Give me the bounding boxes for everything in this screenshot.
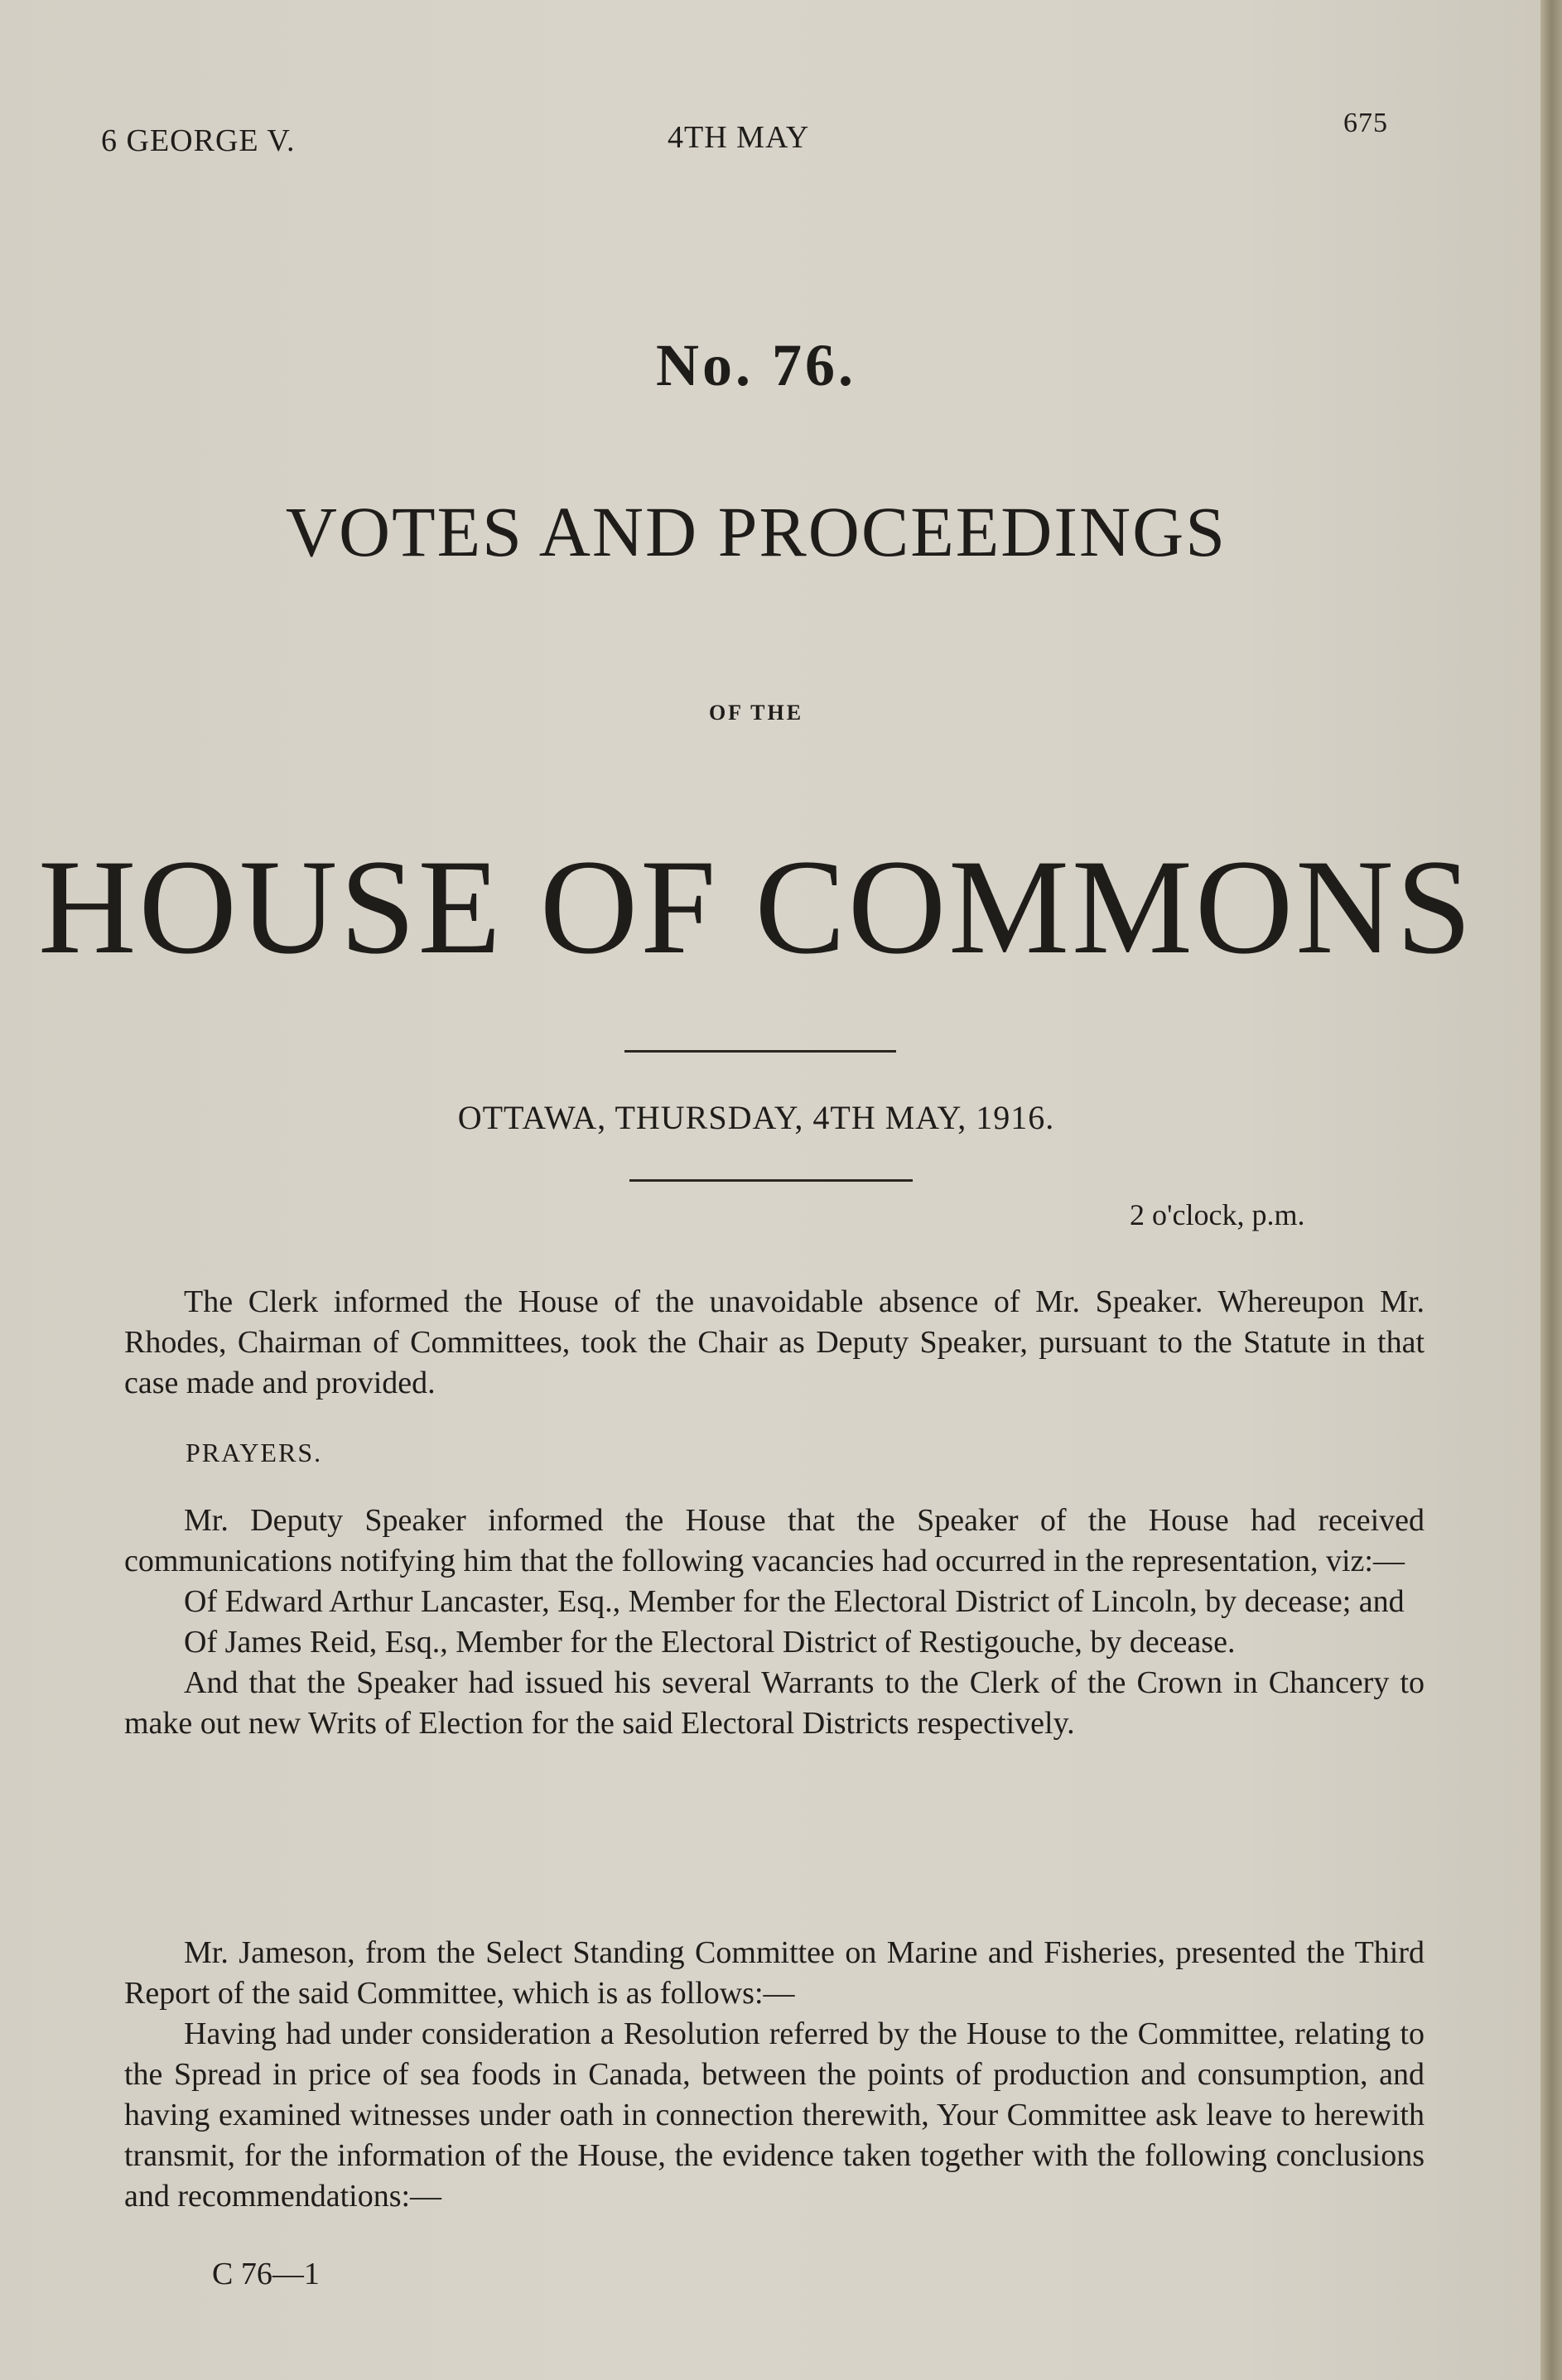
title-votes-and-proceedings: VOTES AND PROCEEDINGS [285, 492, 1227, 571]
paragraph-reid: Of James Reid, Esq., Member for the Electoral District of Restigouche, by decease. [184, 1625, 1236, 1660]
prayers-heading: PRAYERS. [186, 1438, 323, 1467]
sitting-time: 2 o'clock, p.m. [1130, 1198, 1305, 1231]
title-house-of-commons: HOUSE OF COMMONS [38, 832, 1474, 982]
paragraph-resolution: Having had under consideration a Resolution referred by the House to the Committee, relating to the Spread in price of sea foods in Canada, between the points of production and consumption, and having examined witnesses under oath in connection therewith, Your Committee ask leave to herewith transmit, for the information of the House, the evidence taken together with the following conclusions and recommendations:— [124, 2016, 1425, 2214]
paragraph-deputy-speaker: Mr. Deputy Speaker informed the House that the Speaker of the House had received communications notifying him that the following vacancies had occurred in the representation, viz:— [124, 1503, 1425, 1578]
divider-rule [624, 1050, 896, 1053]
title-of-the: OF THE [708, 701, 804, 725]
paragraph-block [124, 1933, 1425, 2217]
paragraph-jameson: Mr. Jameson, from the Select Standing Committee on Marine and Fisheries, presented the Third Report of the said Committee, which is as follows:— [124, 1935, 1425, 2011]
dateline: OTTAWA, THURSDAY, 4TH MAY, 1916. [457, 1099, 1055, 1136]
paragraph-lancaster: Of Edward Arthur Lancaster, Esq., Member for the Electoral District of Lincoln, by decease; and [184, 1584, 1405, 1619]
running-head-date: 4TH MAY [668, 120, 810, 155]
paragraph-block [124, 1282, 1425, 1404]
running-head-left: 6 GEORGE V. [101, 123, 296, 158]
paragraph-warrants: And that the Speaker had issued his several Warrants to the Clerk of the Crown in Chancery to make out new Writs of Election for the said Electoral Districts respectively. [124, 1665, 1425, 1741]
page-edge [1540, 0, 1562, 2380]
paragraph-clerk: The Clerk informed the House of the unavoidable absence of Mr. Speaker. Whereupon Mr. Rhodes, Chairman of Committees, took the Chair as Deputy Speaker, pursuant to the Statute in that case made and provided. [124, 1284, 1425, 1400]
signature-mark: C 76—1 [212, 2257, 320, 2291]
page-number: 675 [1343, 108, 1388, 138]
paragraph-block [124, 1501, 1425, 1744]
issue-number: No. 76. [656, 332, 856, 398]
divider-rule [629, 1179, 913, 1182]
